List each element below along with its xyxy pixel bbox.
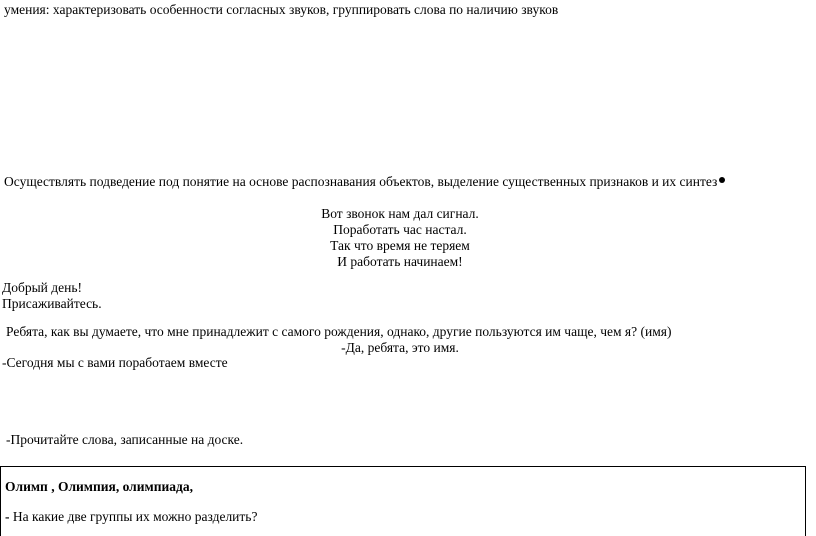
today-line: -Сегодня мы с вами поработаем вместе: [2, 355, 228, 370]
board-box: [0, 466, 806, 536]
question-line: [5, 509, 257, 525]
poem-line-3: Так что время не теряем: [330, 238, 470, 253]
skills-line: умения: характеризовать особенности согласных звуков, группировать слова по наличию звуков: [4, 2, 559, 17]
greeting: Добрый день!: [2, 280, 82, 295]
cognitive-line: [4, 174, 725, 190]
question-text: На какие две группы их можно разделить?: [12, 509, 258, 524]
cognitive-text: Осуществлять подведение под понятие на основе распознавания объектов, выделение существенных признаков и их синтез: [4, 174, 718, 189]
sit-down: Присаживайтесь.: [2, 296, 102, 311]
board-words: Олимп , Олимпия, олимпиада,: [5, 479, 193, 494]
riddle: Ребята, как вы думаете, что мне принадлежит с самого рождения, однако, другие пользуются им чаще, чем я? (имя): [6, 324, 672, 339]
bullet-icon: [719, 177, 725, 183]
read-words: -Прочитайте слова, записанные на доске.: [6, 432, 244, 447]
poem-line-1: Вот звонок нам дал сигнал.: [321, 206, 479, 221]
question-dash: -: [5, 509, 10, 524]
poem-line-2: Поработать час настал.: [333, 222, 467, 237]
answer: -Да, ребята, это имя.: [341, 340, 459, 355]
poem-line-4: И работать начинаем!: [337, 254, 463, 269]
